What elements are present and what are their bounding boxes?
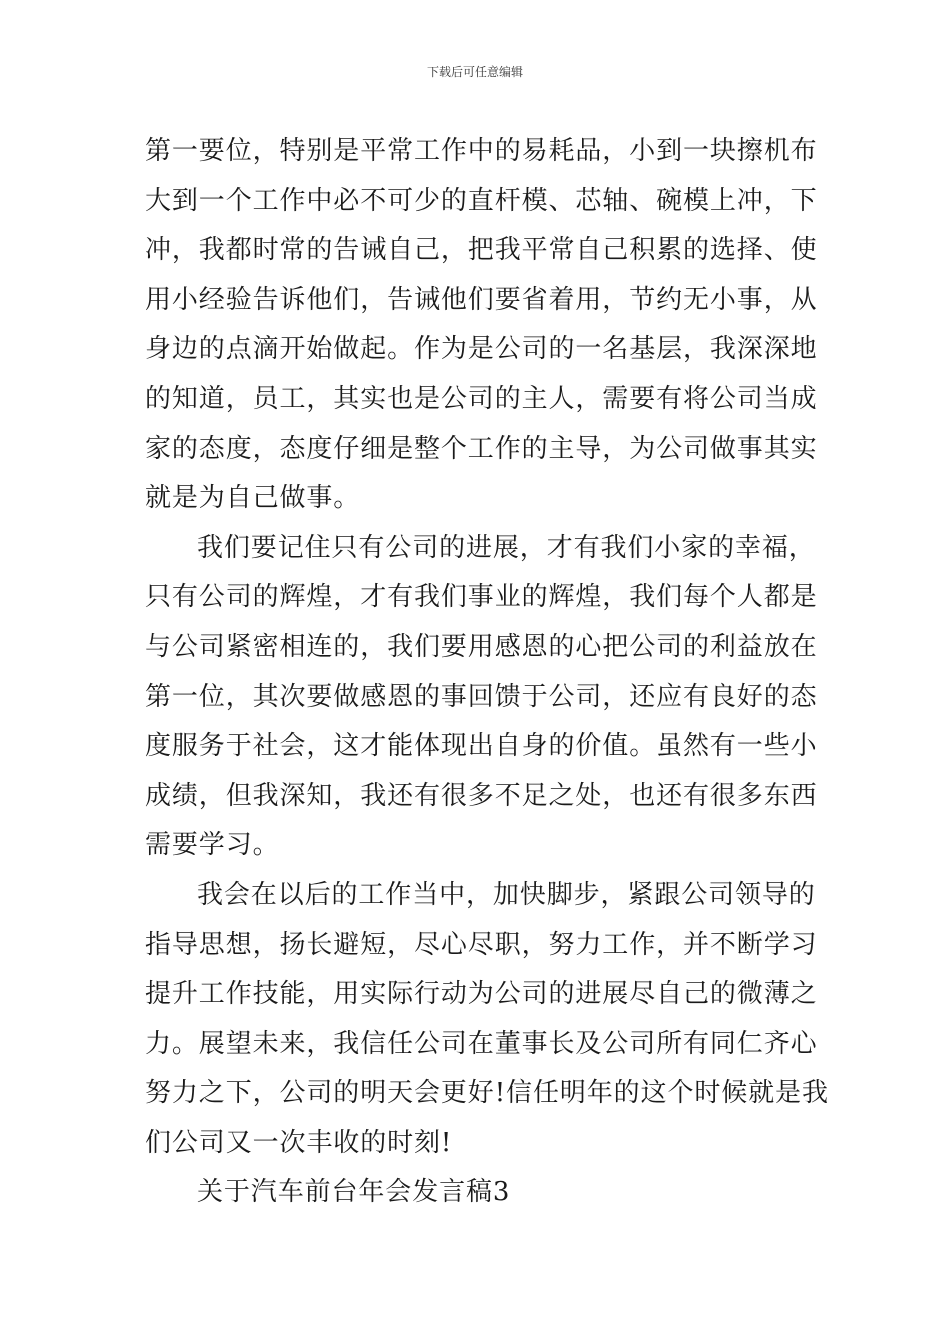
paragraph-3: [145, 871, 829, 1169]
text-line: 用小经验告诉他们，告诫他们要省着用，节约无小事，从: [145, 284, 818, 315]
text-line: 冲，我都时常的告诫自己，把我平常自己积累的选择、使: [145, 235, 818, 266]
text-line: 的知道，员工，其实也是公司的主人，需要有将公司当成: [145, 383, 818, 414]
text-line: 努力之下，公司的明天会更好!信任明年的这个时候就是我: [145, 1078, 829, 1109]
text-line: 提升工作技能，用实际行动为公司的进展尽自己的微薄之: [145, 979, 818, 1010]
text-line: 我会在以后的工作当中，加快脚步，紧跟公司领导的: [197, 879, 816, 910]
text-line: 只有公司的辉煌，才有我们事业的辉煌，我们每个人都是: [145, 582, 818, 613]
text-line: 与公司紧密相连的，我们要用感恩的心把公司的利益放在: [145, 631, 818, 662]
text-line: 家的态度，态度仔细是整个工作的主导，为公司做事其实: [145, 433, 818, 464]
page-header: 下载后可任意编辑: [426, 65, 523, 79]
text-line: 第一位，其次要做感恩的事回馈于公司，还应有良好的态: [145, 681, 818, 712]
paragraph-2: [145, 524, 818, 871]
text-line: 成绩，但我深知，我还有很多不足之处，也还有很多东西: [145, 780, 818, 811]
text-line: 指导思想，扬长避短，尽心尽职，努力工作，并不断学习: [145, 929, 818, 960]
text-line: 们公司又一次丰收的时刻!: [145, 1127, 453, 1158]
document-body: [145, 127, 829, 1218]
text-line: 度服务于社会，这才能体现出自身的价值。虽然有一些小: [145, 731, 818, 762]
text-line: 第一要位，特别是平常工作中的易耗品，小到一块擦机布: [145, 136, 818, 166]
text-line: 身边的点滴开始做起。作为是公司的一名基层，我深深地: [145, 334, 818, 365]
paragraph-1: [145, 127, 818, 524]
text-line: 我们要记住只有公司的进展，才有我们小家的幸福，: [197, 532, 816, 563]
text-line: 就是为自己做事。: [145, 483, 361, 514]
text-line: 力。展望未来，我信任公司在董事长及公司所有同仁齐心: [145, 1028, 818, 1059]
section-heading: 关于汽车前台年会发言稿3: [197, 1177, 511, 1208]
text-line: 大到一个工作中必不可少的直杆模、芯轴、碗模上冲，下: [145, 185, 818, 216]
text-line: 需要学习。: [145, 830, 280, 861]
